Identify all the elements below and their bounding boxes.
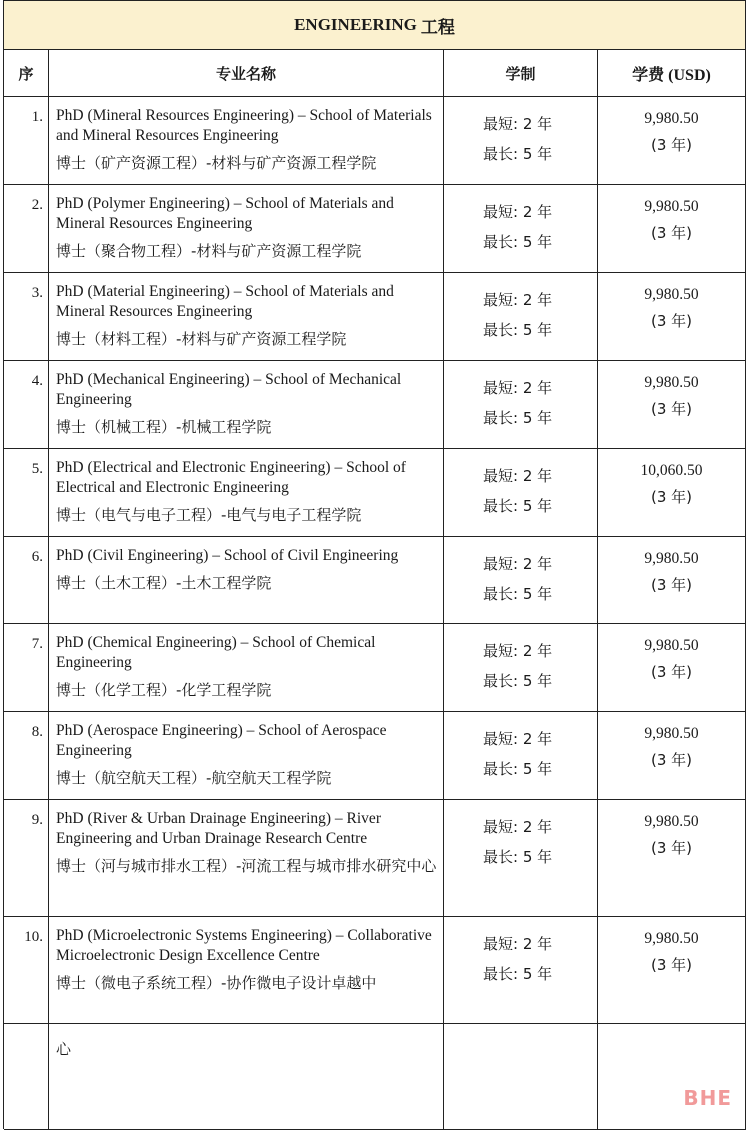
duration-cell — [444, 273, 598, 361]
program-name-zh: 博士（材料工程）-材料与矿产资源工程学院 — [56, 330, 347, 348]
duration-min: 最短: 2 年 — [483, 642, 553, 660]
program-name-en: PhD (Microelectronic Systems Engineering) – Collaborative Microelectronic Design Excellence Centre — [56, 927, 432, 964]
program-name-zh: 博士（土木工程）-土木工程学院 — [56, 574, 272, 592]
continuation-cell: 心 — [49, 1024, 444, 1130]
row-number: 7. — [4, 624, 49, 712]
program-name-en: PhD (Polymer Engineering) – School of Materials and Mineral Resources Engineering — [56, 195, 394, 232]
program-name-en: PhD (Mineral Resources Engineering) – School of Materials and Mineral Resources Engineering — [56, 107, 432, 144]
duration-max: 最长: 5 年 — [483, 965, 553, 983]
program-name-en: PhD (Civil Engineering) – School of Civil Engineering — [56, 547, 399, 564]
duration-min: 最短: 2 年 — [483, 935, 553, 953]
program-cell — [49, 449, 444, 537]
program-name-zh: 博士（微电子系统工程）-协作微电子设计卓越中 — [56, 974, 377, 992]
duration-min: 最短: 2 年 — [483, 379, 553, 397]
program-name-zh: 博士（化学工程）-化学工程学院 — [56, 681, 272, 699]
header-program: 专业名称 — [49, 50, 444, 97]
duration-min: 最短: 2 年 — [483, 818, 553, 836]
duration-max: 最长: 5 年 — [483, 848, 553, 866]
program-name-zh: 博士（电气与电子工程）-电气与电子工程学院 — [56, 506, 362, 524]
program-name-en: PhD (Chemical Engineering) – School of Chemical Engineering — [56, 634, 376, 671]
duration-cell — [444, 917, 598, 1024]
duration-max: 最长: 5 年 — [483, 672, 553, 690]
fee-years: (3 年) — [650, 663, 693, 681]
fee-cell — [598, 97, 746, 185]
row-number: 4. — [4, 361, 49, 449]
program-name-zh: 博士（河与城市排水工程）-河流工程与城市排水研究中心 — [56, 857, 437, 875]
duration-max: 最长: 5 年 — [483, 497, 553, 515]
fee-years: (3 年) — [650, 576, 693, 594]
program-cell — [49, 97, 444, 185]
duration-max: 最长: 5 年 — [483, 760, 553, 778]
row-number-empty — [4, 1024, 49, 1130]
fee-cell — [598, 800, 746, 917]
fee-amount: 9,980.50 — [644, 110, 699, 127]
program-cell — [49, 917, 444, 1024]
fee-years: (3 年) — [650, 312, 693, 330]
duration-max: 最长: 5 年 — [483, 585, 553, 603]
section-title-en: ENGINEERING — [294, 15, 417, 34]
fee-cell — [598, 537, 746, 624]
duration-cell — [444, 361, 598, 449]
program-cell — [49, 185, 444, 273]
program-name-zh: 博士（矿产资源工程）-材料与矿产资源工程学院 — [56, 154, 377, 172]
header-fee: 学费 (USD) — [598, 50, 746, 97]
row-number: 10. — [4, 917, 49, 1024]
duration-max: 最长: 5 年 — [483, 145, 553, 163]
fee-cell — [598, 712, 746, 800]
duration-min: 最短: 2 年 — [483, 730, 553, 748]
fee-amount: 9,980.50 — [644, 374, 699, 391]
duration-min: 最短: 2 年 — [483, 291, 553, 309]
fee-cell — [598, 624, 746, 712]
fee-years: (3 年) — [650, 956, 693, 974]
fee-amount: 9,980.50 — [644, 198, 699, 215]
program-name-zh: 博士（聚合物工程）-材料与矿产资源工程学院 — [56, 242, 362, 260]
section-banner — [4, 1, 746, 50]
fee-amount: 9,980.50 — [644, 550, 699, 567]
program-cell — [49, 800, 444, 917]
section-title-cn: 工程 — [420, 17, 455, 38]
program-cell — [49, 537, 444, 624]
duration-min: 最短: 2 年 — [483, 555, 553, 573]
duration-cell — [444, 449, 598, 537]
fee-years: (3 年) — [650, 488, 693, 506]
row-number: 6. — [4, 537, 49, 624]
program-name-zh: 博士（航空航天工程）-航空航天工程学院 — [56, 769, 332, 787]
fee-years: (3 年) — [650, 400, 693, 418]
program-name-zh: 博士（机械工程）-机械工程学院 — [56, 418, 272, 436]
fee-years: (3 年) — [650, 751, 693, 769]
fee-years: (3 年) — [650, 136, 693, 154]
duration-cell — [444, 712, 598, 800]
program-name-en: PhD (Mechanical Engineering) – School of Mechanical Engineering — [56, 371, 402, 408]
fee-amount: 9,980.50 — [644, 637, 699, 654]
fee-amount: 9,980.50 — [644, 286, 699, 303]
bhe-watermark: BHE — [683, 1086, 732, 1110]
duration-min: 最短: 2 年 — [483, 203, 553, 221]
fee-cell — [598, 185, 746, 273]
program-cell — [49, 712, 444, 800]
duration-cell — [444, 185, 598, 273]
fee-cell — [598, 449, 746, 537]
duration-cell — [444, 800, 598, 917]
program-name-en: PhD (Material Engineering) – School of Materials and Mineral Resources Engineering — [56, 283, 394, 320]
program-cell — [49, 624, 444, 712]
fee-amount: 9,980.50 — [644, 930, 699, 947]
duration-min: 最短: 2 年 — [483, 467, 553, 485]
program-name-en: PhD (River & Urban Drainage Engineering) – River Engineering and Urban Drainage Research Centre — [56, 810, 381, 847]
fee-years: (3 年) — [650, 224, 693, 242]
duration-cell — [444, 97, 598, 185]
duration-max: 最长: 5 年 — [483, 409, 553, 427]
row-number: 2. — [4, 185, 49, 273]
fee-cell — [598, 273, 746, 361]
program-cell — [49, 273, 444, 361]
row-number: 1. — [4, 97, 49, 185]
program-cell — [49, 361, 444, 449]
header-no: 序 — [4, 50, 49, 97]
duration-cell — [444, 537, 598, 624]
duration-cell — [444, 624, 598, 712]
program-name-en: PhD (Aerospace Engineering) – School of Aerospace Engineering — [56, 722, 387, 759]
row-number: 9. — [4, 800, 49, 917]
fee-amount: 9,980.50 — [644, 813, 699, 830]
duration-max: 最长: 5 年 — [483, 321, 553, 339]
fee-cell — [598, 361, 746, 449]
row-number: 3. — [4, 273, 49, 361]
duration-min: 最短: 2 年 — [483, 115, 553, 133]
row-number: 8. — [4, 712, 49, 800]
fee-cell-empty — [598, 1024, 746, 1130]
program-name-en: PhD (Electrical and Electronic Engineering) – School of Electrical and Electronic Engineering — [56, 459, 406, 496]
engineering-fee-table — [3, 0, 746, 1129]
fee-years: (3 年) — [650, 839, 693, 857]
header-duration: 学制 — [444, 50, 598, 97]
fee-amount: 9,980.50 — [644, 725, 699, 742]
fee-amount: 10,060.50 — [640, 462, 703, 479]
duration-max: 最长: 5 年 — [483, 233, 553, 251]
duration-cell-empty — [444, 1024, 598, 1130]
row-number: 5. — [4, 449, 49, 537]
fee-cell — [598, 917, 746, 1024]
